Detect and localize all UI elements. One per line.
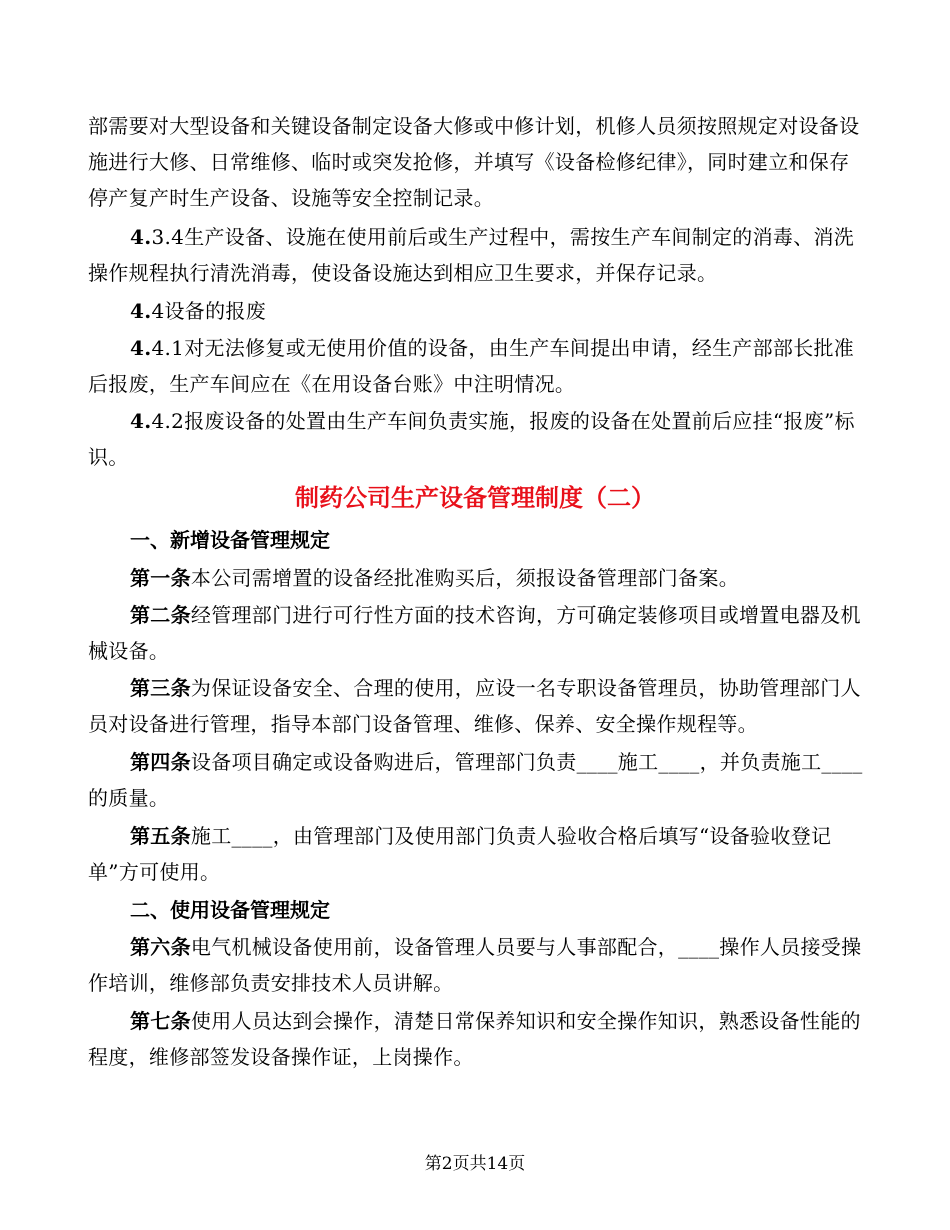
page-number: 第2页共14页 — [424, 1154, 526, 1174]
article-3 — [88, 670, 863, 742]
paragraph-4-4 — [88, 293, 863, 329]
article-2 — [88, 597, 863, 669]
article-label: 第六条 — [130, 935, 191, 959]
clause-number: 4. — [130, 225, 152, 249]
article-4 — [88, 744, 863, 816]
article-1 — [88, 560, 863, 596]
paragraph-text: 3.4生产设备、设施在使用前后或生产过程中，需按生产车间制定的消毒、消洗操作规程执行清洗消毒，使设备设施达到相应卫生要求，并保存记录。 — [88, 225, 855, 285]
paragraph-maintenance-plan — [88, 108, 863, 216]
paragraph-4-3-4 — [88, 219, 863, 291]
article-text: 本公司需增置的设备经批准购买后，须报设备管理部门备案。 — [190, 566, 740, 590]
article-6 — [88, 929, 863, 1001]
article-text: 电气机械设备使用前，设备管理人员要与人事部配合，____操作人员接受操作培训，维修部负责安排技术人员讲解。 — [88, 935, 862, 995]
article-label: 第四条 — [130, 750, 191, 774]
article-text: 设备项目确定或设备购进后，管理部门负责____施工____，并负责施工____的质量。 — [88, 750, 863, 810]
article-7 — [88, 1003, 863, 1075]
article-text: 施工____，由管理部门及使用部门负责人验收合格后填写“设备验收登记单”方可使用。 — [88, 824, 832, 884]
section-heading-usage: 二、使用设备管理规定 — [130, 898, 330, 922]
article-label: 第五条 — [130, 824, 191, 848]
article-label: 第三条 — [130, 676, 191, 700]
article-text: 为保证设备安全、合理的使用，应设一名专职设备管理员，协助管理部门人员对设备进行管理，指导本部门设备管理、维修、保养、安全操作规程等。 — [88, 676, 861, 736]
paragraph-text: 部需要对大型设备和关键设备制定设备大修或中修计划，机修人员须按照规定对设备设施进行大修、日常维修、临时或突发抢修，并填写《设备检修纪律》，同时建立和保存停产复产时生产设备、设施等安全控制记录。 — [88, 114, 860, 210]
article-label: 第七条 — [130, 1009, 191, 1033]
clause-number: 4. — [130, 336, 152, 360]
document-title: 制药公司生产设备管理制度（二） — [295, 484, 655, 512]
clause-number: 4. — [130, 299, 152, 323]
article-label: 第二条 — [130, 603, 191, 627]
article-label: 第一条 — [130, 566, 191, 590]
clause-number: 4. — [130, 409, 152, 433]
article-text: 经管理部门进行可行性方面的技术咨询，方可确定装修项目或增置电器及机械设备。 — [88, 603, 861, 663]
paragraph-4-4-2 — [88, 403, 863, 475]
paragraph-text: 4.1对无法修复或无使用价值的设备，由生产车间提出申请，经生产部部长批准后报废，生产车间应在《在用设备台账》中注明情况。 — [88, 336, 855, 396]
section-heading-new-equipment: 一、新增设备管理规定 — [130, 528, 330, 552]
article-5 — [88, 818, 863, 890]
paragraph-4-4-1 — [88, 330, 863, 402]
paragraph-text: 4设备的报废 — [151, 299, 267, 323]
article-text: 使用人员达到会操作，清楚日常保养知识和安全操作知识，熟悉设备性能的程度，维修部签发设备操作证，上岗操作。 — [88, 1009, 861, 1069]
paragraph-text: 4.2报废设备的处置由生产车间负责实施，报废的设备在处置前后应挂“报废”标识。 — [88, 409, 855, 469]
